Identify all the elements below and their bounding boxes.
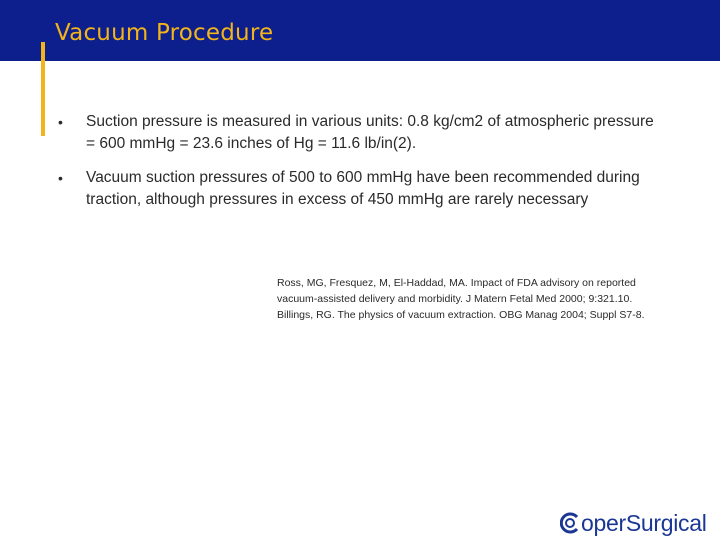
bullet-text: Vacuum suction pressures of 500 to 600 mmHg have been recommended during traction, although pressures in excess of 450 mmHg are rarely necessary bbox=[86, 169, 640, 208]
bullet-list bbox=[58, 111, 658, 223]
accent-line bbox=[41, 42, 45, 136]
coopersurgical-logo bbox=[560, 508, 707, 538]
reference-line: Billings, RG. The physics of vacuum extraction. OBG Manag 2004; Suppl S7-8. bbox=[277, 309, 645, 321]
bullet-dot-icon: • bbox=[58, 170, 63, 186]
bullet-item bbox=[58, 111, 658, 155]
reference-line: vacuum-assisted delivery and morbidity. J Matern Fetal Med 2000; 9:321.10. bbox=[277, 293, 633, 305]
references bbox=[277, 275, 697, 323]
logo-text: operSurgical bbox=[581, 509, 707, 536]
bullet-dot-icon: • bbox=[58, 114, 63, 130]
bullet-text: Suction pressure is measured in various units: 0.8 kg/cm2 of atmospheric pressure = 600 mmHg = 23.6 inches of Hg = 11.6 lb/in(2). bbox=[86, 113, 654, 152]
logo-c-mark-icon bbox=[560, 512, 580, 534]
bullet-item bbox=[58, 167, 658, 211]
slide-title: Vacuum Procedure bbox=[55, 20, 274, 46]
reference-line: Ross, MG, Fresquez, M, El-Haddad, MA. Impact of FDA advisory on reported bbox=[277, 277, 636, 289]
